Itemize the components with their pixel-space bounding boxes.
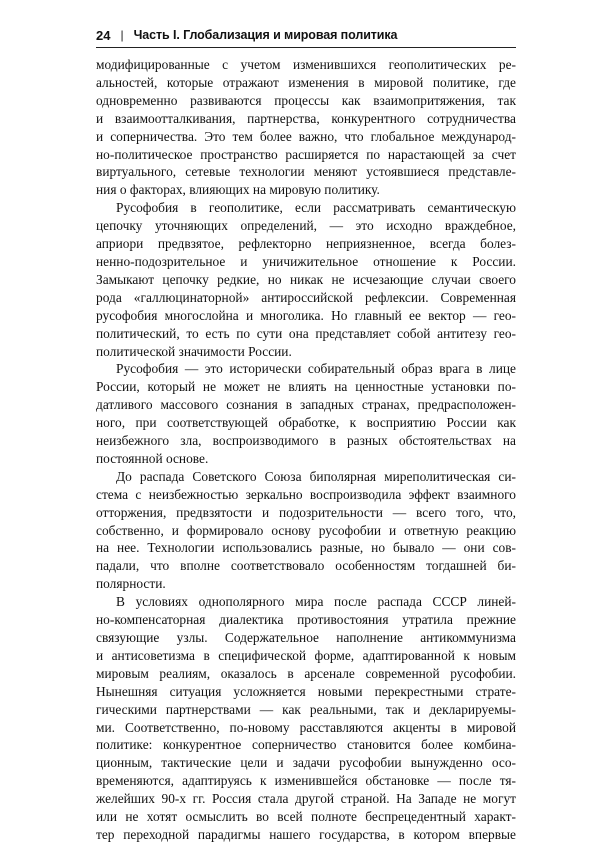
text-line: гическими партнерствами — как реальными, так и декларируемы-: [96, 701, 516, 717]
text-line: ционным, тактические цели и задачи русофобии вынужденно осо-: [96, 755, 516, 771]
text-line: рода «галлюцинаторной» антироссийской рефлексии. Современная: [96, 289, 516, 305]
text-line: модифицированные с учетом изменившихся геополитических ре-: [96, 57, 516, 72]
text-line: одновременно развиваются процессы как взаимопритяжения, так: [96, 92, 516, 108]
header-separator: |: [120, 28, 124, 42]
paragraph: [96, 360, 516, 467]
text-line: отторжения, предвзятости и подозрительности — всего того, что,: [96, 504, 516, 520]
text-line: политический, то есть по сути она представляет собой антитезу гео-: [96, 325, 516, 341]
text-line: В условиях однополярного мира после распада СССР линей-: [116, 594, 516, 610]
paragraph: [96, 56, 516, 199]
text-line: России, который не может не влиять на ценностные установки по-: [96, 379, 516, 395]
running-head: [96, 25, 516, 45]
text-line: политической значимости России.: [96, 343, 292, 359]
text-line: альностей, которые отражают изменения в мировой политике, где: [96, 74, 516, 90]
text-line: Нынешняя ситуация усложняется новыми перекрестными страте-: [96, 683, 516, 699]
text-line: и соперничества. Это тем более важно, что глобальное международ-: [96, 128, 516, 144]
text-line: ния о факторах, влияющих на мировую политику.: [96, 182, 380, 198]
text-line: ного, при соответствующей обработке, к восприятию России как: [96, 415, 516, 431]
text-line: Русофобия в геополитике, если рассматривать семантическую: [116, 200, 516, 216]
text-line: желейших 90-х гг. Россия стала другой страной. На Западе не могут: [96, 791, 516, 807]
text-line: падали, что вполне соответствовало особенностям тогдашней би-: [96, 558, 516, 574]
text-line: политике: конкурентное соперничество становится более комбина-: [96, 737, 516, 753]
text-line: стема с неизбежностью зеркально воспроизводила эффект взаимного: [96, 486, 516, 502]
text-line: мировым реалиям, оказалось в арсенале современной русофобии.: [96, 665, 516, 681]
text-line: неизбежного зла, воспроизводимого в разных обстоятельствах на: [96, 433, 516, 449]
text-line: на нее. Технологии использовались разные, но бывало — они сов-: [96, 540, 516, 556]
paragraph: [96, 199, 516, 360]
text-line: ми. Соответственно, по-новому расставляются акценты в мировой: [96, 719, 516, 735]
header-rule: [96, 47, 516, 48]
text-line: но-компенсаторная диалектика противостояния утратила прежние: [96, 612, 516, 628]
chapter-title: Часть I. Глобализация и мировая политика: [133, 28, 398, 42]
text-line: но-политическое пространство расширяется по нарастающей за счет: [96, 146, 516, 162]
text-line: априори предвзятое, рефлекторно неприязненное, всегда болез-: [96, 236, 516, 252]
text-line: связующие узлы. Содержательное наполнение антикоммунизма: [96, 630, 516, 645]
text-line: тер переходной парадигмы нашего государства, в котором впервые: [96, 826, 516, 842]
text-line: собственно, и формировало основу русофобии и ответную реакцию: [96, 522, 516, 538]
text-line: постоянной основе.: [96, 450, 209, 466]
text-line: Русофобия — это исторически собирательный образ врага в лице: [116, 361, 516, 377]
text-line: До распада Советского Союза биполярная миреполитическая си-: [116, 468, 516, 484]
paragraph: [96, 593, 516, 844]
page-number: 24: [96, 27, 111, 43]
text-line: Замыкают цепочку редкие, но никак не исчезающие случаи своего: [96, 271, 516, 287]
paragraph: [96, 468, 516, 593]
text-line: и антисоветизма в специфической форме, адаптированной к новым: [96, 647, 516, 663]
text-line: и взаимоотталкивания, партнерства, конкурентного сотрудничества: [96, 110, 516, 126]
text-line: ненно-подозрительное и уничижительное отношение к России.: [96, 253, 516, 269]
text-line: виртуального, сетевые технологии меняют устоявшиеся представле-: [96, 164, 516, 180]
text-line: русофобия многослойна и многолика. Но главный ее вектор — гео-: [96, 307, 516, 323]
text-line: полярности.: [96, 576, 166, 592]
text-line: временяются, адаптируясь к изменившейся обстановке — после тя-: [96, 773, 516, 789]
text-line: цепочку уточняющих определений, — это исходно враждебное,: [96, 218, 516, 234]
text-line: или не хотят осмыслить во всей полноте беспрецедентный характ-: [96, 809, 516, 825]
body-text: [96, 56, 516, 844]
text-line: датливого массового сознания в западных странах, предрасположен-: [96, 397, 516, 413]
